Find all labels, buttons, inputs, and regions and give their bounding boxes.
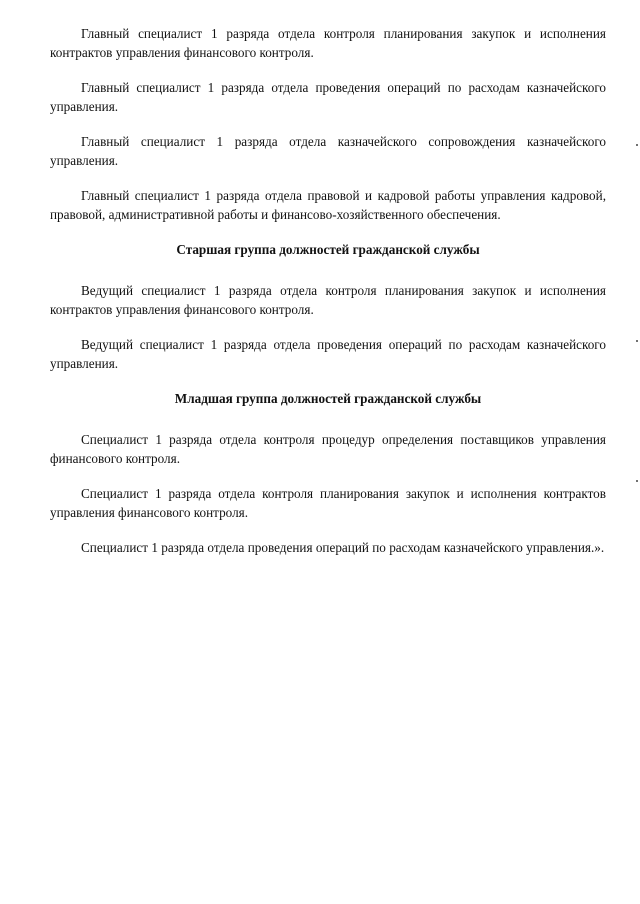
paragraph-chief-specialist-treasury-support: Главный специалист 1 разряда отдела казначейского сопровождения казначейского управления. xyxy=(50,134,606,168)
paragraph-specialist-supplier-procedures: Специалист 1 разряда отдела контроля процедур определения поставщиков управления финансового контроля. xyxy=(50,432,606,466)
paragraph-lead-specialist-expenditure: Ведущий специалист 1 разряда отдела проведения операций по расходам казначейского управления. xyxy=(50,337,606,371)
paragraph-chief-specialist-procurement: Главный специалист 1 разряда отдела контроля планирования закупок и исполнения контрактов управления финансового контроля. xyxy=(50,26,606,60)
section-heading-junior-group: Младшая группа должностей гражданской службы xyxy=(174,391,482,406)
document-page xyxy=(50,24,606,573)
scan-edge-mark xyxy=(636,144,638,146)
section-heading-senior-group: Старшая группа должностей гражданской службы xyxy=(176,242,480,257)
paragraph-specialist-procurement: Специалист 1 разряда отдела контроля планирования закупок и исполнения контрактов управления финансового контроля. xyxy=(50,486,606,520)
scan-edge-mark xyxy=(636,340,638,342)
paragraph-lead-specialist-procurement: Ведущий специалист 1 разряда отдела контроля планирования закупок и исполнения контрактов управления финансового контроля. xyxy=(50,283,606,317)
paragraph-specialist-expenditure: Специалист 1 разряда отдела проведения операций по расходам казначейского управления.». xyxy=(81,540,605,555)
paragraph-chief-specialist-expenditure: Главный специалист 1 разряда отдела проведения операций по расходам казначейского управления. xyxy=(50,80,606,114)
scan-edge-mark xyxy=(636,480,638,482)
paragraph-chief-specialist-legal-hr: Главный специалист 1 разряда отдела правовой и кадровой работы управления кадровой, правовой, административной работы и финансово-хозяйственного обеспечения. xyxy=(50,188,606,222)
